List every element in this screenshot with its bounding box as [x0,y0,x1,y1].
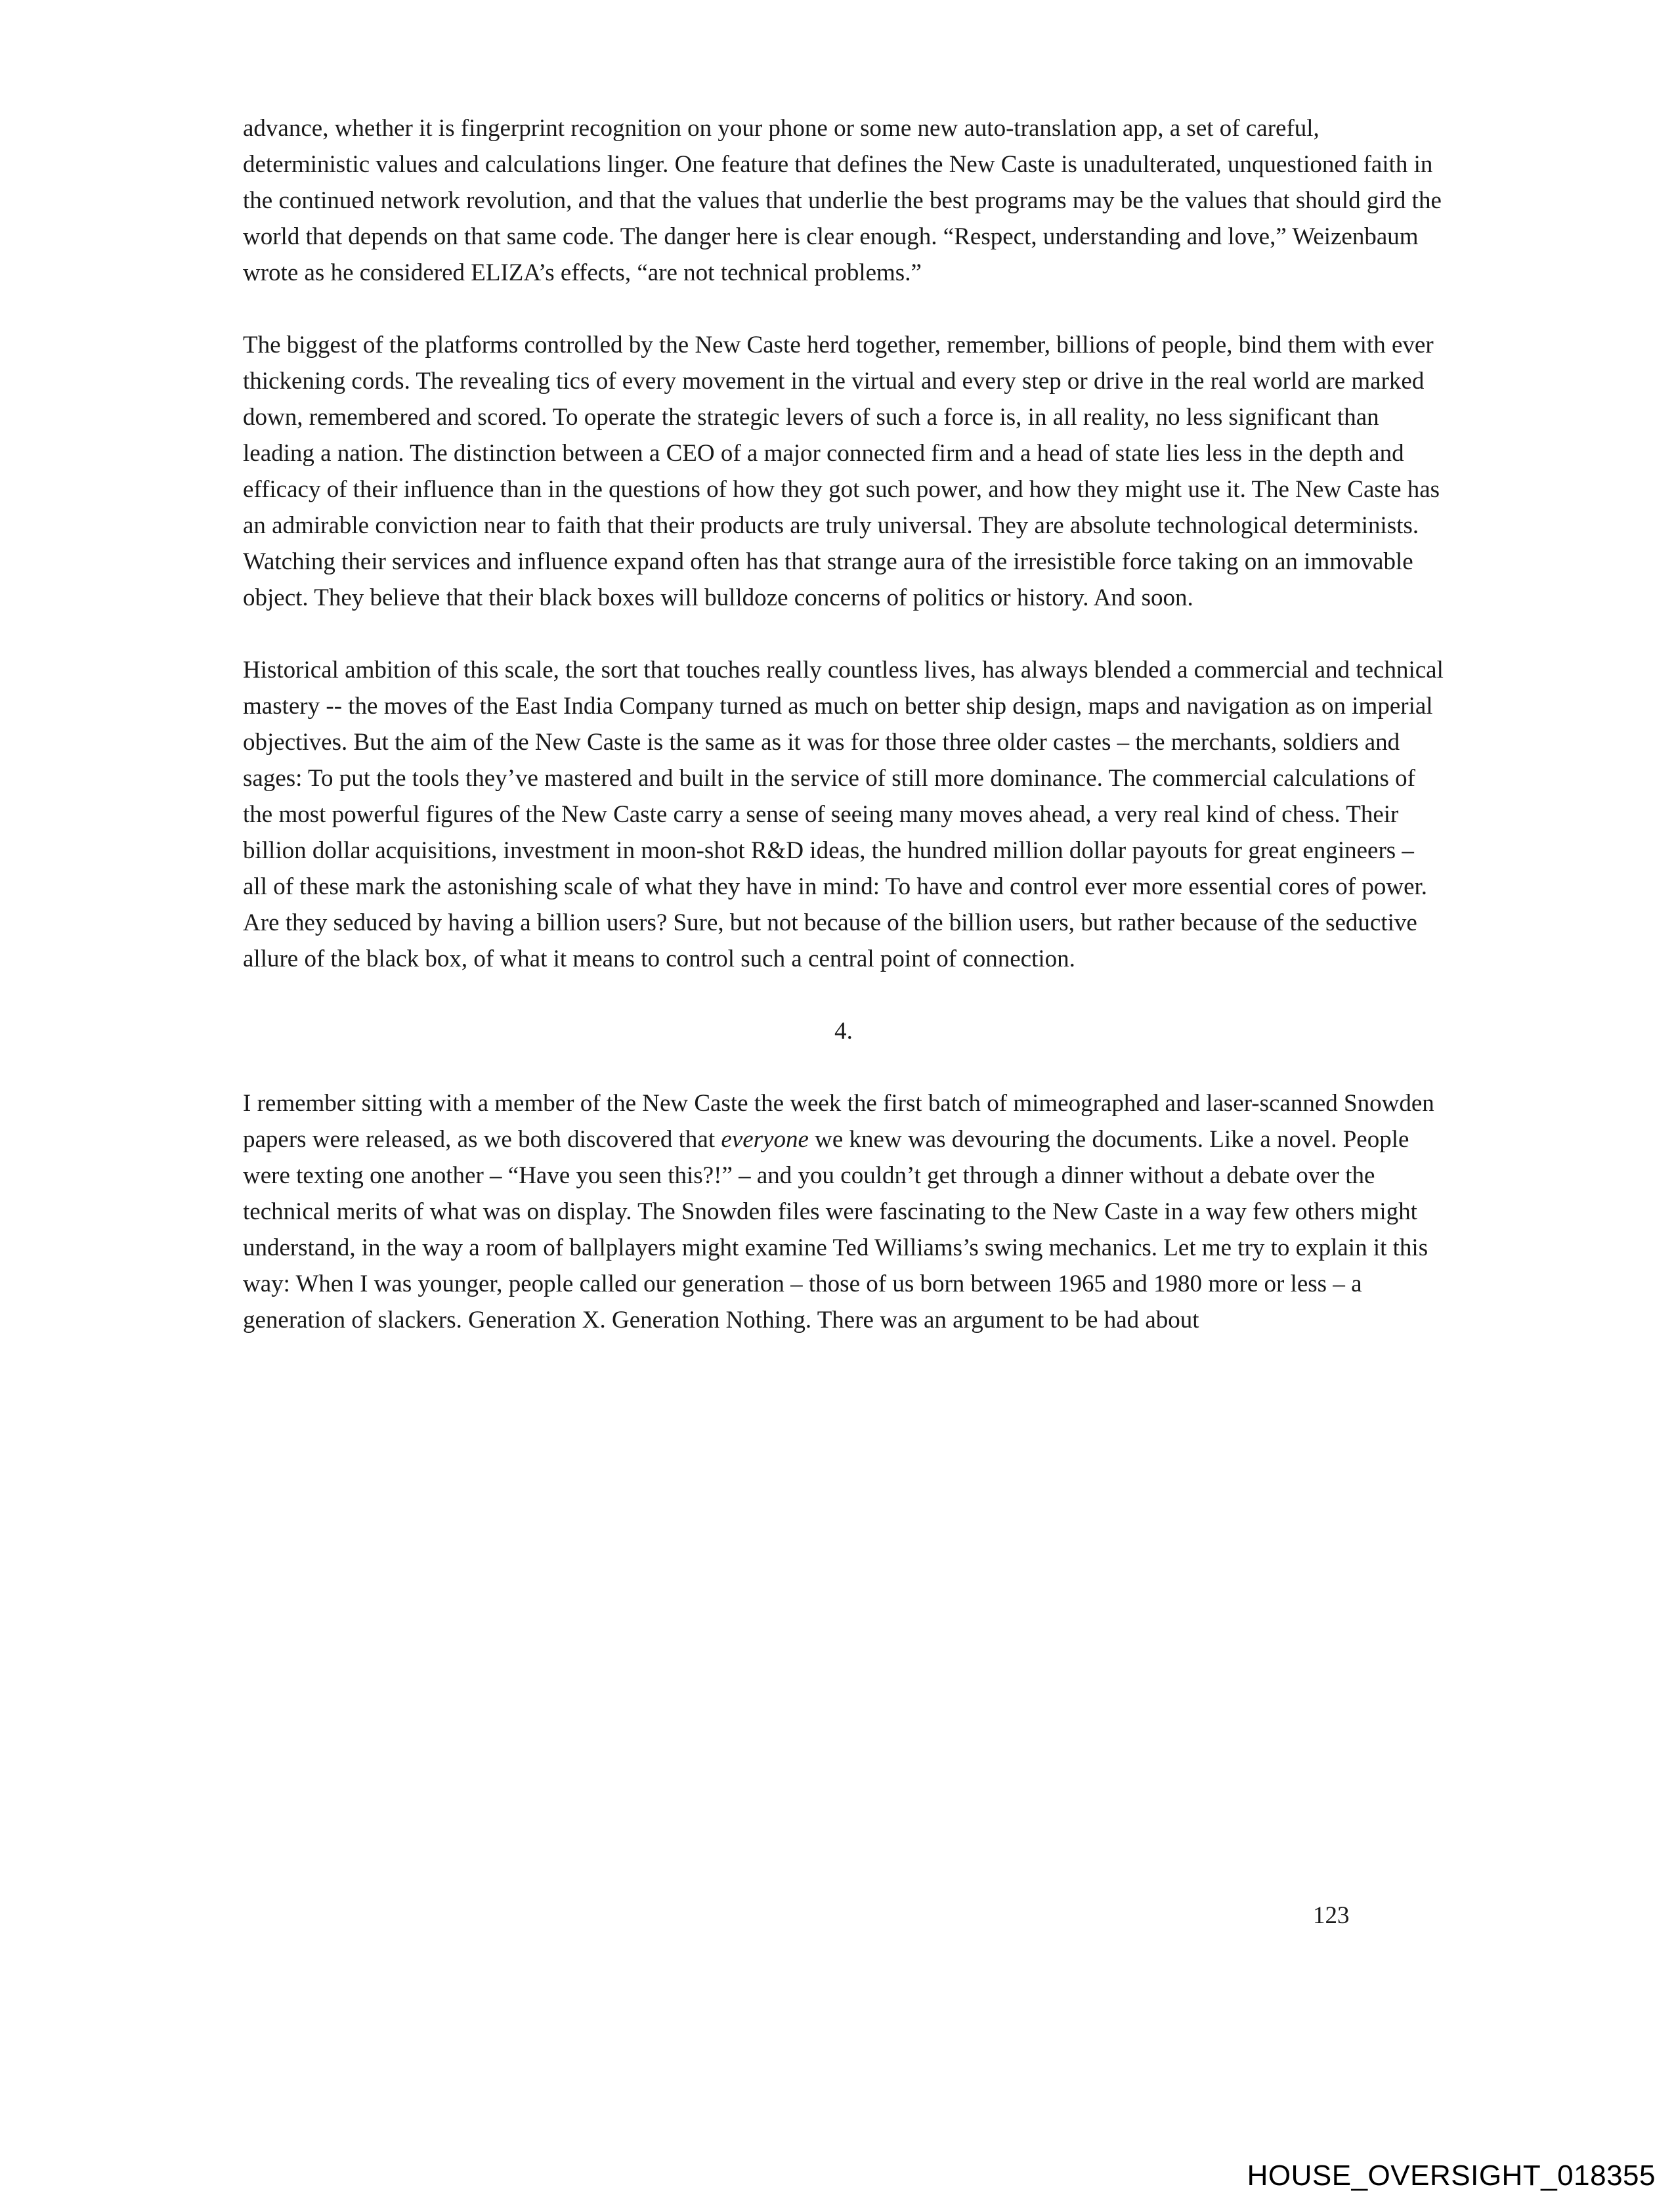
page-number: 123 [1313,1902,1350,1929]
paragraph-1: advance, whether it is fingerprint recognition on your phone or some new auto-translation app, a set of careful, deterministic values and calculations linger. One feature that defines the New Caste is unadulterated, unquestioned faith in the continued network revolution, and that the values that underlie the best programs may be the values that should gird the world that depends on that same code. The danger here is clear enough. “Respect, understanding and love,” Weizenbaum wrote as he considered ELIZA’s effects, “are not technical problems.” [243,115,1442,286]
paragraph-4-text: I remember sitting with a member of the New Caste the week the first batch of mimeographed and laser-scanned Snowden papers were released, as we both discovered that [243,1090,1434,1153]
paragraph-2: The biggest of the platforms controlled by the New Caste herd together, remember, billions of people, bind them with ever thickening cords. The revealing tics of every movement in the virtual and every step or drive in the real world are marked down, remembered and scored. To operate the strategic levers of such a force is, in all reality, no less significant than leading a nation. The distinction between a CEO of a major connected firm and a head of state lies less in the depth and efficacy of their influence than in the questions of how they got such power, and how they might use it. The New Caste has an admirable conviction near to faith that their products are truly universal. They are absolute technological determinists. Watching their services and influence expand often has that strange aura of the irresistible force taking on an immovable object. They believe that their black boxes will bulldoze concerns of politics or history. And soon. [243,332,1440,611]
body-text [243,110,1444,1374]
paragraph-3: Historical ambition of this scale, the sort that touches really countless lives, has always blended a commercial and technical mastery -- the moves of the East India Company turned as much on better ship design, maps and navigation as on imperial objectives. But the aim of the New Caste is the same as it was for those three older castes – the merchants, soldiers and sages: To put the tools they’ve mastered and built in the service of still more dominance. The commercial calculations of the most powerful figures of the New Caste carry a sense of seeing many moves ahead, a very real kind of chess. Their billion dollar acquisitions, investment in moon-shot R&D ideas, the hundred million dollar payouts for great engineers – all of these mark the astonishing scale of what they have in mind: To have and control ever more essential cores of power. Are they seduced by having a billion users? Sure, but not because of the billion users, but rather because of the seductive allure of the black box, of what it means to control such a central point of connection. [243,657,1444,972]
paragraph-4 [243,1085,1444,1338]
section-number: 4. [834,1018,853,1045]
paragraph-4-text-continued: we knew was devouring the documents. Like a novel. People were texting one another – “Have you seen this?!” – and you couldn’t get through a dinner without a debate over the technical merits of what was on display. The Snowden files were fascinating to the New Caste in a way few others might understand, in the way a room of ballplayers might examine Ted Williams’s swing mechanics. Let me try to explain it this way: When I was younger, people called our generation – those of us born between 1965 and 1980 more or less – a generation of slackers. Generation X. Generation Nothing. There was an argument to be had about [243,1126,1428,1334]
bates-stamp: HOUSE_OVERSIGHT_018355 [1247,2159,1656,2192]
paragraph-4-italic-word: everyone [721,1126,809,1153]
